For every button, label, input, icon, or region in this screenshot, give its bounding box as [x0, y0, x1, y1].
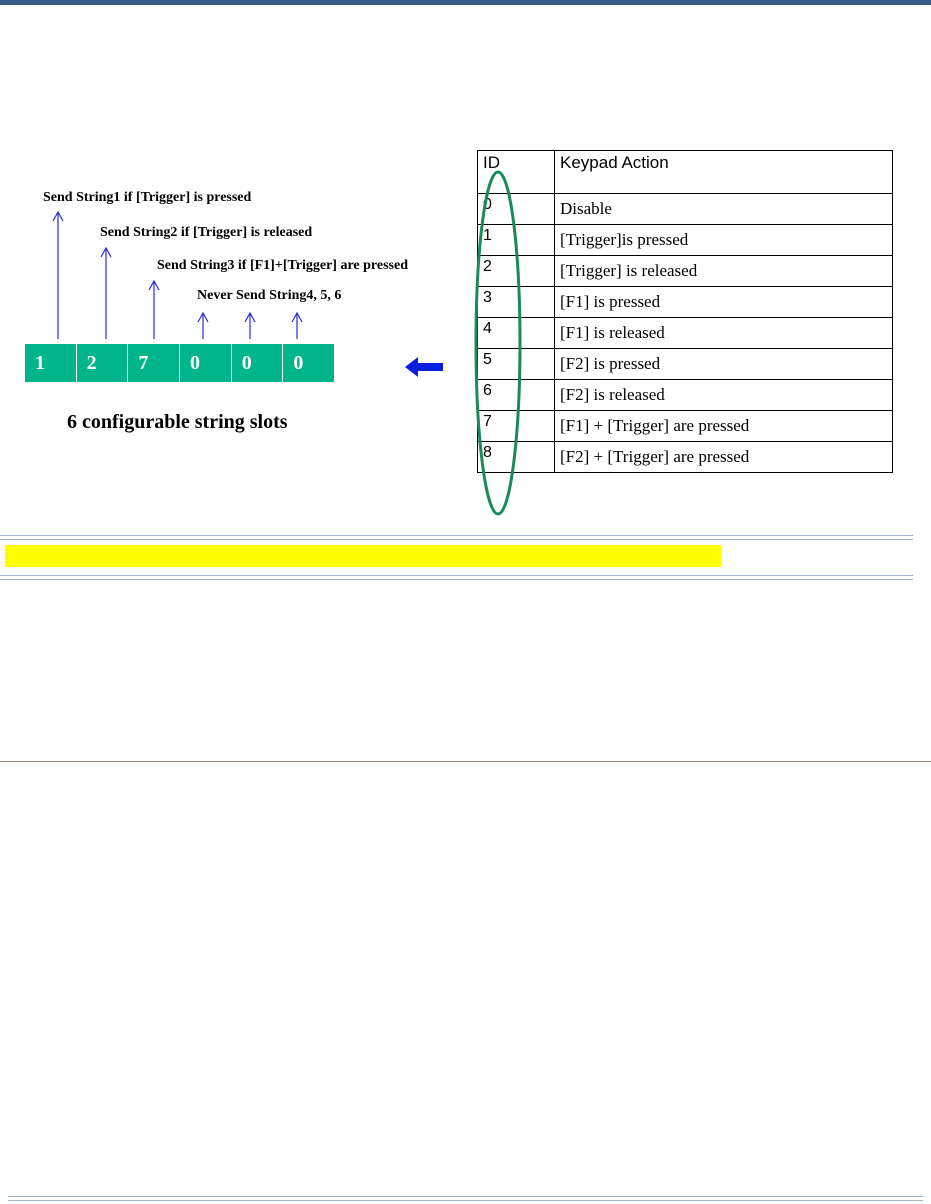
highlight-bar [5, 545, 721, 567]
footer-divider [0, 761, 931, 762]
section-divider [0, 575, 913, 580]
id-cell: 8 [478, 442, 555, 473]
id-cell: 2 [478, 256, 555, 287]
label-string1: Send String1 if [Trigger] is pressed [43, 190, 252, 205]
arrow-left-icon [405, 356, 445, 378]
arrow-up-icon [149, 281, 159, 339]
string-slot: 2 [77, 344, 129, 382]
string-slot: 0 [283, 344, 334, 382]
id-cell: 6 [478, 380, 555, 411]
table-row [478, 318, 893, 349]
table-row [478, 349, 893, 380]
action-cell: [F2] is released [555, 380, 893, 411]
arrow-up-icon [245, 313, 255, 339]
action-cell: [F2] is pressed [555, 349, 893, 380]
string-slot: 1 [25, 344, 77, 382]
table-row [478, 380, 893, 411]
action-cell: [F2] + [Trigger] are pressed [555, 442, 893, 473]
table-header-row [478, 151, 893, 194]
arrow-up-icon [292, 313, 302, 339]
page-bottom-rule [8, 1196, 923, 1201]
header-id: ID [478, 151, 555, 194]
action-cell: [F1] is released [555, 318, 893, 349]
label-string3: Send String3 if [F1]+[Trigger] are pressed [157, 258, 409, 273]
table-row [478, 225, 893, 256]
string-slot: 0 [232, 344, 284, 382]
action-cell: [F1] + [Trigger] are pressed [555, 411, 893, 442]
slots-caption: 6 configurable string slots [67, 411, 288, 433]
id-cell: 3 [478, 287, 555, 318]
id-cell: 0 [478, 194, 555, 225]
section-divider [0, 535, 913, 540]
table-row [478, 287, 893, 318]
table-row [478, 256, 893, 287]
id-cell: 1 [478, 225, 555, 256]
arrow-up-icon [198, 313, 208, 339]
arrow-up-icon [101, 248, 111, 339]
arrow-up-icon [53, 212, 63, 339]
string-slot: 0 [180, 344, 232, 382]
label-string2: Send String2 if [Trigger] is released [100, 225, 313, 240]
string-slot: 7 [128, 344, 180, 382]
action-cell: [F1] is pressed [555, 287, 893, 318]
keypad-action-table [477, 150, 893, 473]
table-row [478, 194, 893, 225]
table-row [478, 442, 893, 473]
label-never-send: Never Send String4, 5, 6 [197, 288, 342, 303]
table-row [478, 411, 893, 442]
action-cell: [Trigger]is pressed [555, 225, 893, 256]
action-cell: Disable [555, 194, 893, 225]
action-cell: [Trigger] is released [555, 256, 893, 287]
id-cell: 5 [478, 349, 555, 380]
id-cell: 7 [478, 411, 555, 442]
header-keypad-action: Keypad Action [555, 151, 893, 194]
string-slots [25, 344, 334, 382]
id-cell: 4 [478, 318, 555, 349]
